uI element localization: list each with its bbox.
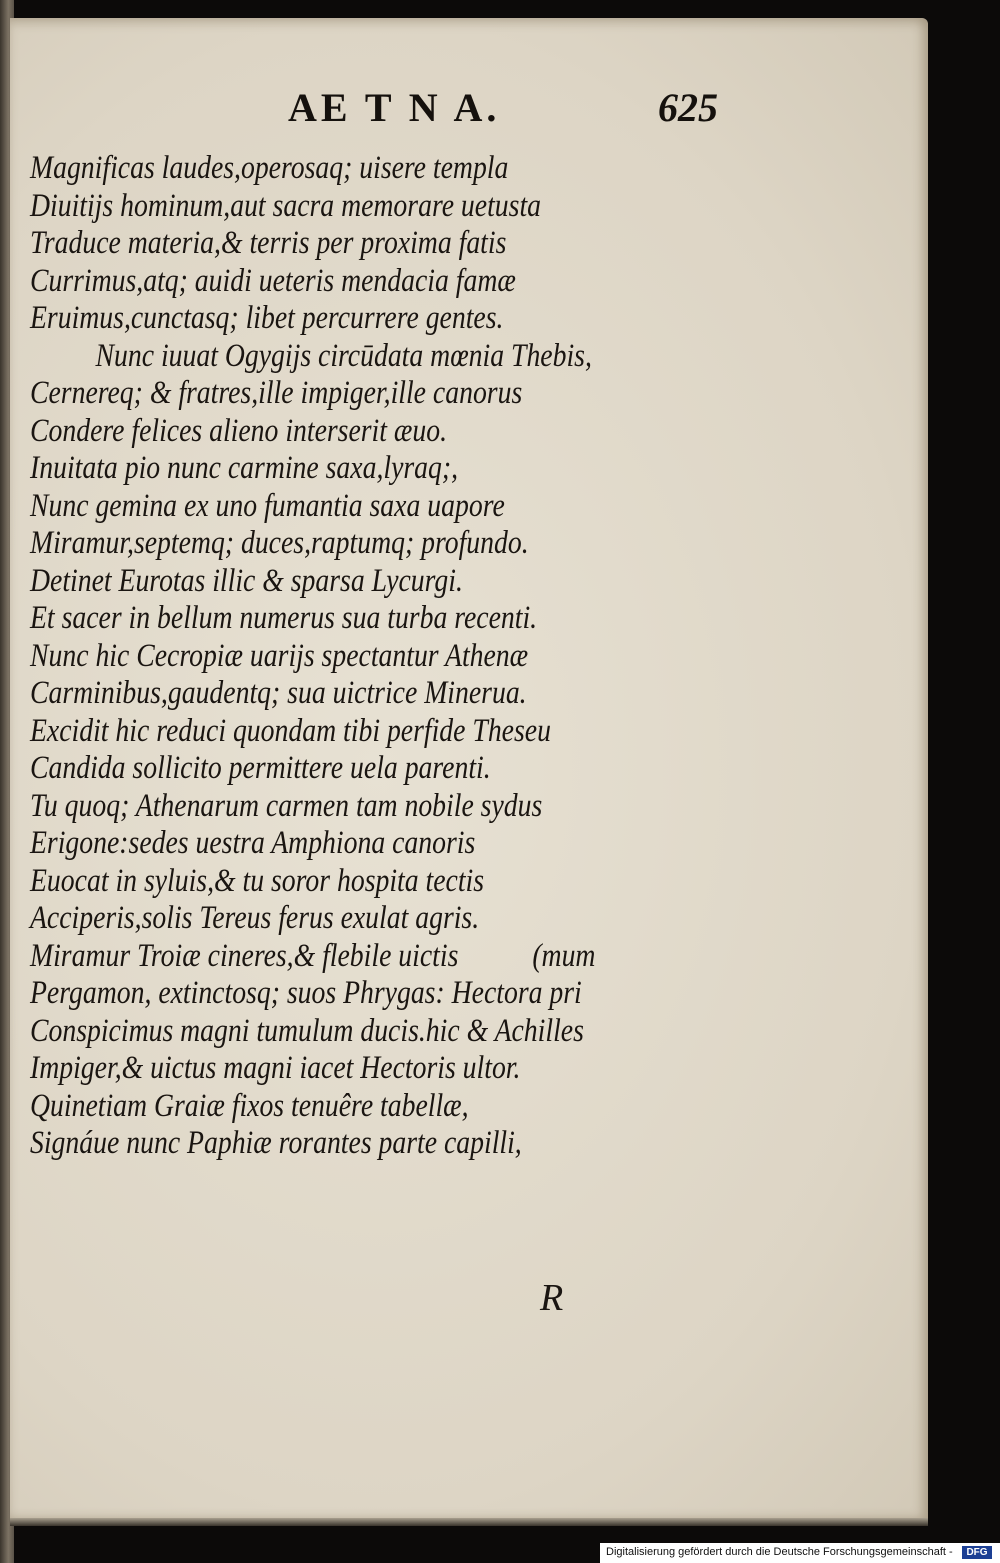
verse-line: Acciperis,solis Tereus ferus exulat agris.	[30, 900, 480, 936]
verse-line: Detinet Eurotas illic & sparsa Lycurgi.	[30, 562, 463, 599]
footer-credit-bar	[600, 1543, 1000, 1563]
verse-line: Conspicimus magni tumulum ducis.hic & Achilles	[30, 1012, 584, 1049]
verse-line: Excidit hic reduci quondam tibi perfide Theseu	[30, 712, 551, 749]
verse-line: Quinetiam Graiæ fixos tenuêre tabellæ,	[30, 1087, 469, 1124]
verse-line: Miramur,septemq; duces,raptumq; profundo.	[30, 525, 529, 561]
verse-line: Traduce materia,& terris per proxima fatis	[30, 225, 507, 261]
dfg-logo-icon: DFG	[962, 1546, 992, 1559]
verse-line: Nunc iuuat Ogygijs circūdata mœnia Thebis,	[95, 337, 592, 374]
verse-line: Signáue nunc Paphiæ rorantes parte capilli,	[30, 1125, 522, 1161]
verse-line: Nunc gemina ex uno fumantia saxa uapore	[30, 487, 505, 524]
verse-line: Diuitijs hominum,aut sacra memorare uetusta	[30, 187, 542, 224]
verse-line: Euocat in syluis,& tu soror hospita tectis	[30, 862, 485, 899]
verse-line: Condere felices alieno interserit æuo.	[30, 412, 448, 449]
verse-line: Impiger,& uictus magni iacet Hectoris ultor.	[30, 1050, 521, 1086]
verse-line	[30, 938, 601, 976]
verse-line: Magnificas laudes,operosaq; uisere templa	[30, 150, 509, 186]
page-number: 625	[658, 85, 718, 130]
verse-line: Carminibus,gaudentq; sua uictrice Minerua.	[30, 675, 527, 711]
verse-line: Cernereq; & fratres,ille impiger,ille canorus	[30, 375, 523, 411]
running-head: AE T N A.	[288, 85, 501, 130]
book-page	[10, 18, 928, 1518]
verse-line: Inuitata pio nunc carmine saxa,lyraq;,	[30, 450, 459, 486]
verse-line: Pergamon, extinctosq; suos Phrygas: Hectora pri	[30, 975, 582, 1011]
verse-line: Nunc hic Cecropiæ uarijs spectantur Athenæ	[30, 637, 529, 674]
page-bottom-edge	[10, 1518, 928, 1526]
verse-line: Currimus,atq; auidi ueteris mendacia famæ	[30, 262, 516, 299]
footer-credit: Digitalisierung gefördert durch die Deutsche Forschungsgemeinschaft -	[606, 1546, 953, 1558]
verse-line: Eruimus,cunctasq; libet percurrere gentes.	[30, 300, 504, 336]
catchword: R	[540, 1277, 564, 1319]
verse-line: Tu quoq; Athenarum carmen tam nobile sydus	[30, 787, 543, 824]
verse-line: Erigone:sedes uestra Amphiona canoris	[30, 825, 476, 861]
poem-text	[30, 150, 710, 1163]
verse-line: Candida sollicito permittere uela parenti.	[30, 750, 491, 786]
turnover-fragment: (mum	[532, 937, 596, 974]
verse-line-text: Miramur Troiæ cineres,& flebile uictis	[30, 937, 459, 974]
verse-line: Et sacer in bellum numerus sua turba recenti.	[30, 600, 538, 636]
